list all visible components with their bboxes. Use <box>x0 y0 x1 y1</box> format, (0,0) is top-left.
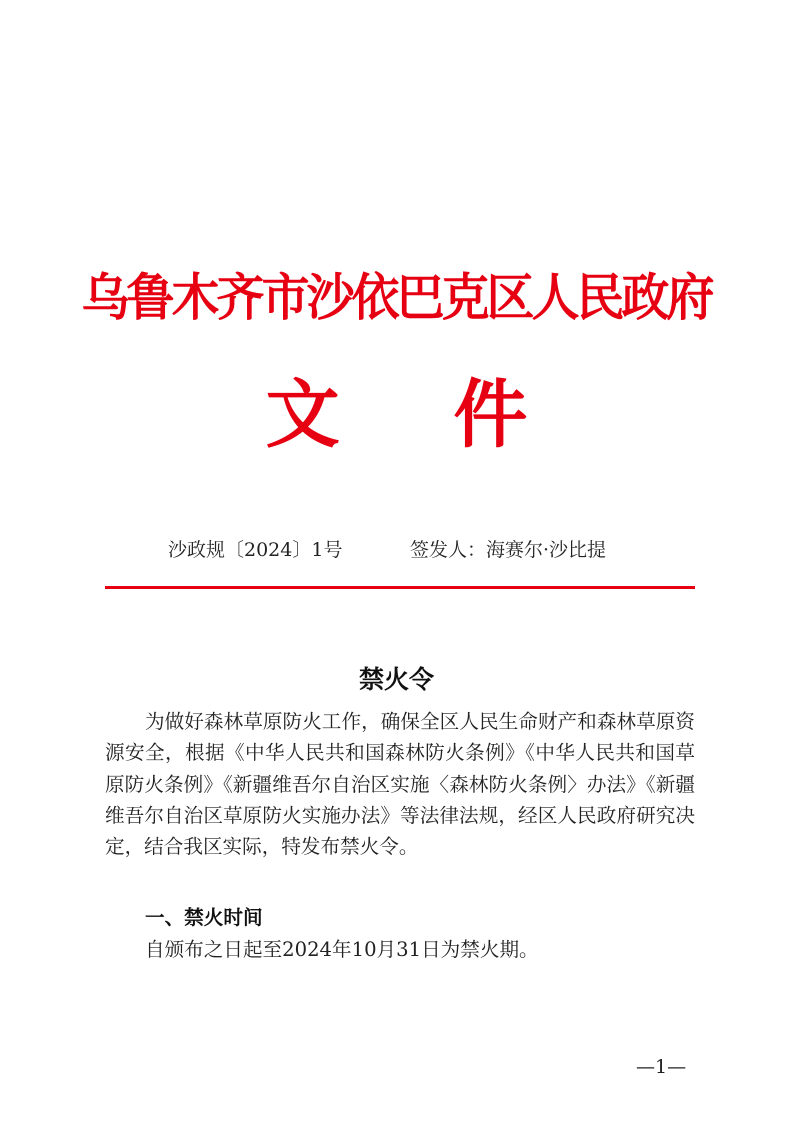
fire-period-paragraph: 自颁布之日起至2024年10月31日为禁火期。 <box>145 938 539 961</box>
document-type-header: 文 件 <box>265 372 572 458</box>
intro-paragraph: 为做好森林草原防火工作，确保全区人民生命财产和森林草原资源安全，根据《中华人民共和国森林防火条例》《中华人民共和国草原防火条例》《新疆维吾尔自治区实施〈森林防火条例〉办法》《新疆维吾尔自治区草原防火实施办法》等法律法规，经区人民政府研究决定，结合我区实际，特发布禁火令。 <box>105 710 695 859</box>
page-number: —1— <box>636 1056 687 1078</box>
document-number: 沙政规〔2024〕1号 <box>168 539 343 561</box>
issuer-header: 乌鲁木齐市沙依巴克区人民政府 <box>81 268 712 328</box>
signer-label: 签发人： <box>410 539 487 561</box>
red-separator-line <box>105 586 695 589</box>
section-heading-fire-period: 一、禁火时间 <box>145 906 263 929</box>
signer-line <box>410 535 606 565</box>
signer-name: 海赛尔·沙比提 <box>486 539 607 561</box>
document-title: 禁火令 <box>358 665 434 694</box>
